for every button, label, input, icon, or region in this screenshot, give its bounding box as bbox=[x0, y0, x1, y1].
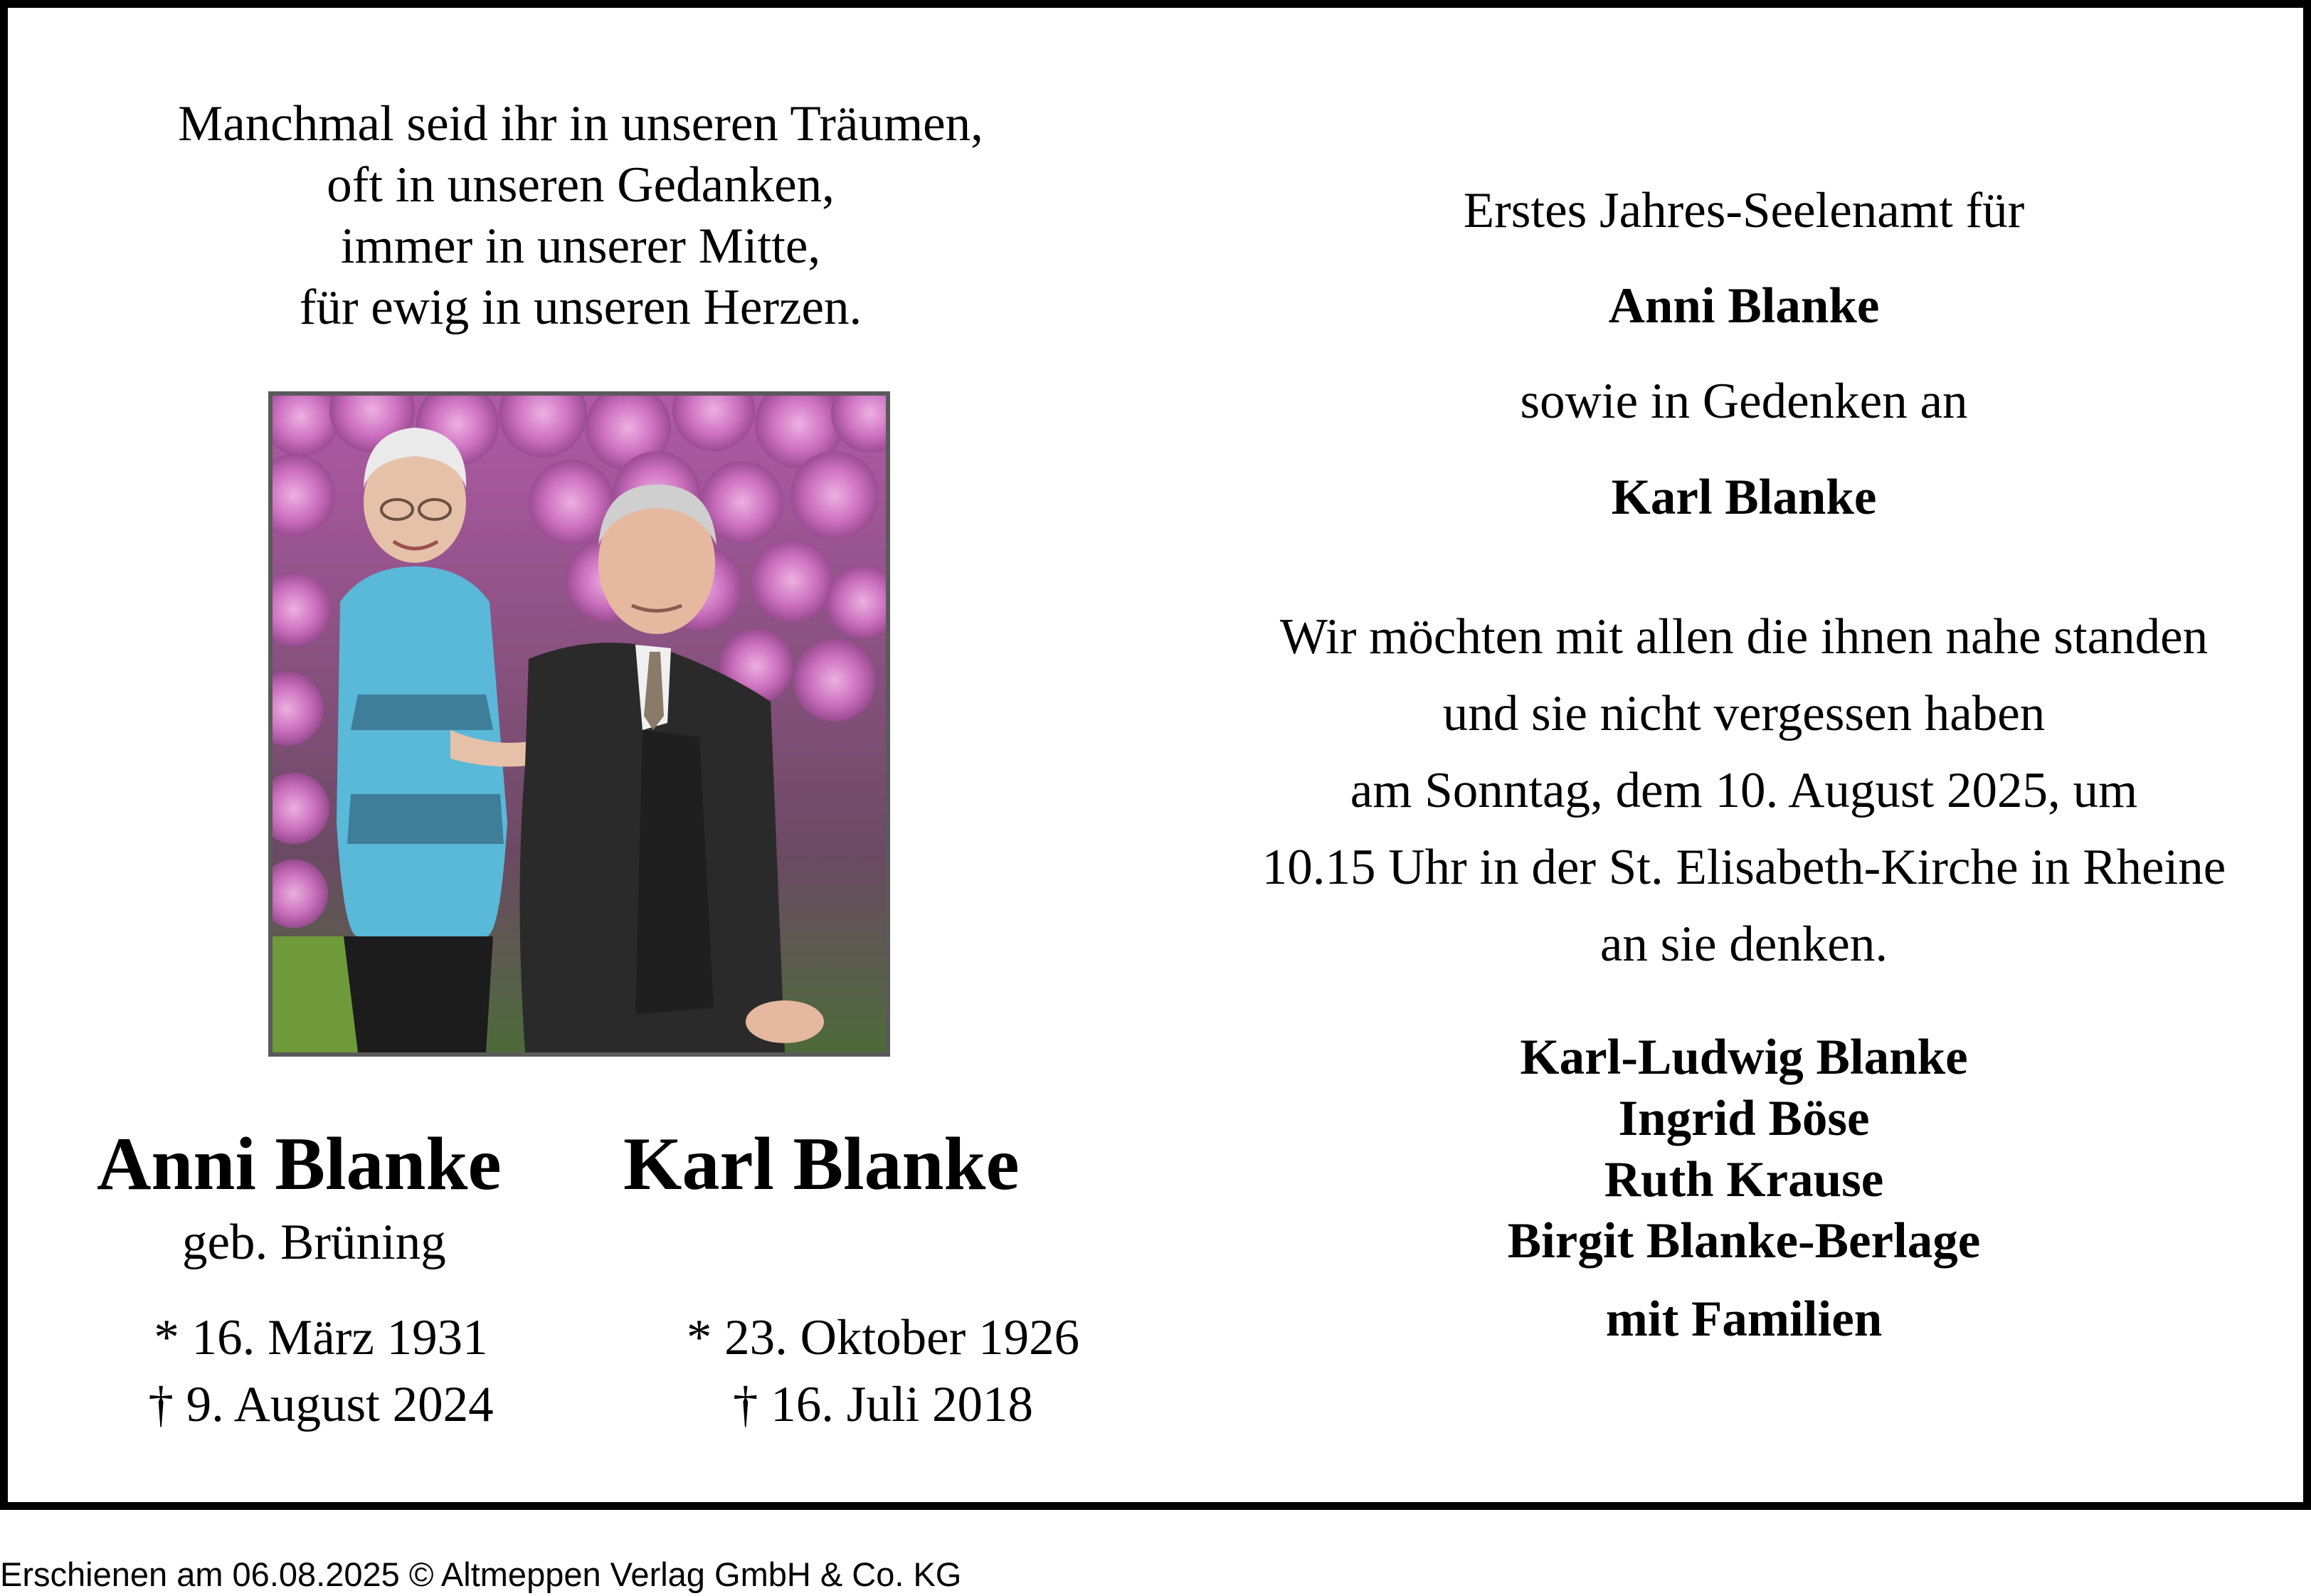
family-suffix: mit Familien bbox=[1605, 1291, 1883, 1347]
poem-line: Manchmal seid ihr in unseren Träumen, bbox=[178, 96, 983, 152]
family-name: Birgit Blanke-Berlage bbox=[1507, 1213, 1981, 1269]
body-line: Wir möchten mit allen die ihnen nahe standen bbox=[1279, 609, 2209, 665]
birth-date: * 23. Oktober 1926 bbox=[686, 1310, 1080, 1365]
memorial-poem bbox=[79, 93, 1082, 338]
announcement-name-anni: Anni Blanke bbox=[1608, 278, 1880, 334]
maiden-name: geb. Brüning bbox=[182, 1215, 446, 1270]
poem-line: immer in unserer Mitte, bbox=[340, 218, 821, 274]
deceased-name-karl: Karl Blanke bbox=[623, 1122, 1020, 1205]
body-line: am Sonntag, dem 10. August 2025, um bbox=[1350, 763, 2138, 818]
body-line: 10.15 Uhr in der St. Elisabeth-Kirche in Rheine bbox=[1262, 840, 2226, 895]
announcement-intro: Erstes Jahres-Seelenamt für bbox=[1463, 183, 2025, 238]
announcement-name-karl: Karl Blanke bbox=[1611, 470, 1877, 525]
deceased-name-anni: Anni Blanke bbox=[97, 1122, 502, 1205]
death-date: † 9. August 2024 bbox=[148, 1377, 494, 1432]
body-line: an sie denken. bbox=[1599, 916, 1888, 972]
body-line: und sie nicht vergessen haben bbox=[1442, 686, 2046, 741]
family-name: Ingrid Böse bbox=[1618, 1091, 1870, 1146]
poem-line: oft in unseren Gedanken, bbox=[327, 157, 835, 213]
birth-date: * 16. März 1931 bbox=[154, 1310, 488, 1365]
publication-footer: Erschienen am 06.08.2025 © Altmeppen Verlag GmbH & Co. KG bbox=[0, 1555, 962, 1593]
family-name: Ruth Krause bbox=[1604, 1152, 1884, 1207]
death-date: † 16. Juli 2018 bbox=[732, 1377, 1034, 1432]
family-name: Karl-Ludwig Blanke bbox=[1520, 1030, 1968, 1085]
couple-photo bbox=[268, 391, 890, 1057]
family-signature bbox=[1217, 1027, 2270, 1272]
dates-anni bbox=[107, 1304, 534, 1438]
poem-line: für ewig in unseren Herzen. bbox=[299, 280, 862, 335]
dates-karl bbox=[620, 1304, 1146, 1438]
announcement-connector: sowie in Gedenken an bbox=[1520, 374, 1968, 429]
announcement-body bbox=[1217, 598, 2270, 983]
